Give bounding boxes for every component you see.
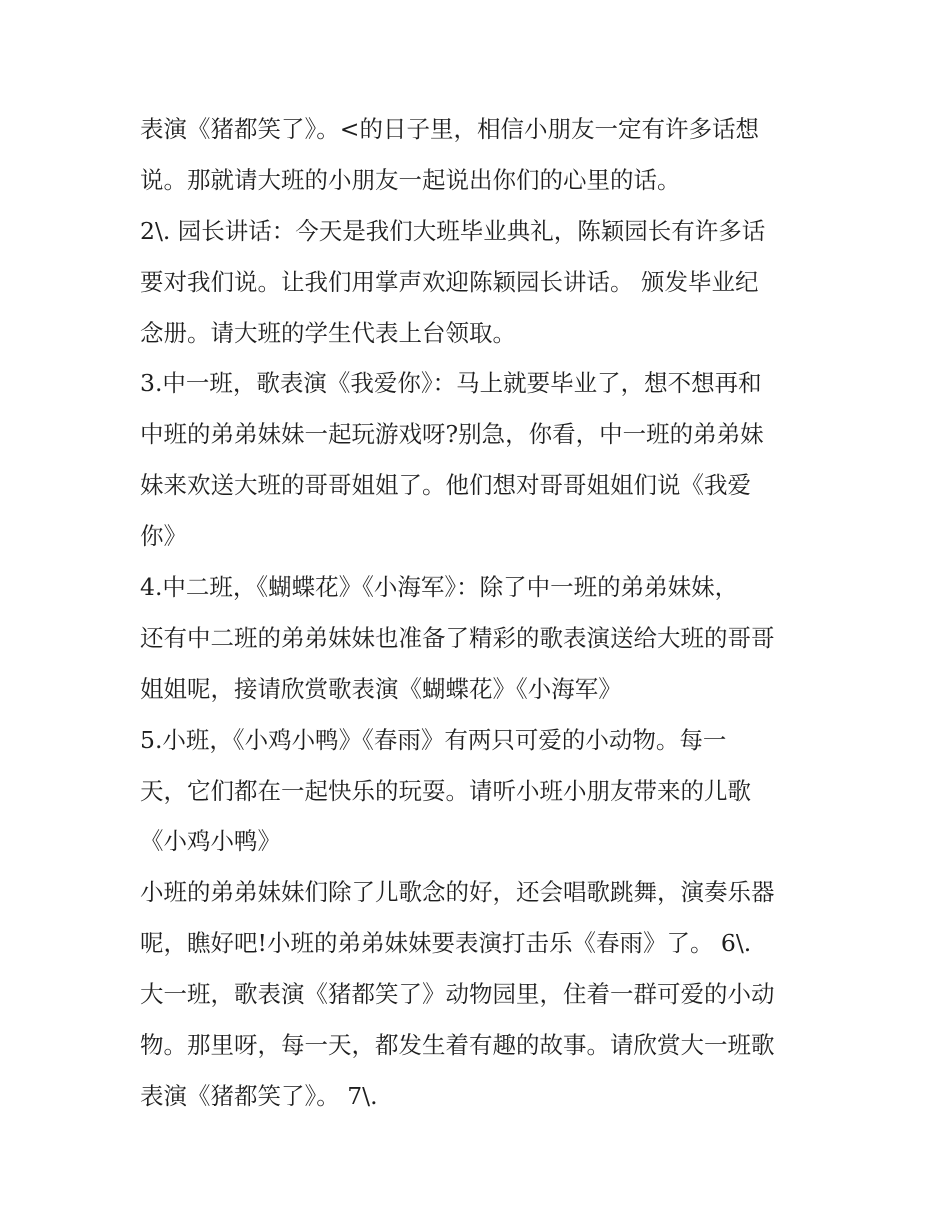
- text-line: 还有中二班的弟弟妹妹也准备了精彩的歌表演送给大班的哥哥: [140, 623, 775, 652]
- text-line: 要对我们说。让我们用掌声欢迎陈颖园长讲话。 颁发毕业纪: [140, 267, 759, 296]
- text-line: 大一班，歌表演《猪都笑了》动物园里，住着一群可爱的小动: [140, 980, 775, 1009]
- text-line: 天，它们都在一起快乐的玩耍。请听小班小朋友带来的儿歌: [140, 776, 751, 805]
- text-line: 表演《猪都笑了》。 7\.: [140, 1081, 378, 1110]
- text-line: 4.中二班，《蝴蝶花》《小海军》：除了中一班的弟弟妹妹，: [140, 573, 739, 602]
- text-line: 说。那就请大班的小朋友一起说出你们的心里的话。: [140, 165, 681, 194]
- text-line: 念册。请大班的学生代表上台领取。: [140, 318, 516, 347]
- text-line: 姐姐呢，接请欣赏歌表演《蝴蝶花》《小海军》: [140, 674, 622, 703]
- text-line: 《小鸡小鸭》: [140, 827, 281, 856]
- text-line: 物。那里呀，每一天，都发生着有趣的故事。请欣赏大一班歌: [140, 1031, 775, 1060]
- text-line: 3.中一班，歌表演《我爱你》：马上就要毕业了，想不想再和: [140, 369, 762, 398]
- text-line: 表演《猪都笑了》。<的日子里，相信小朋友一定有许多话想: [140, 115, 759, 143]
- text-line: 呢，瞧好吧!小班的弟弟妹妹要表演打击乐《春雨》了。 6\.: [140, 929, 752, 958]
- text-line: 2\. 园长讲话：今天是我们大班毕业典礼，陈颖园长有许多话: [140, 216, 766, 245]
- text-line: 小班的弟弟妹妹们除了儿歌念的好，还会唱歌跳舞，演奏乐器: [140, 878, 775, 907]
- text-line: 中班的弟弟妹妹一起玩游戏呀?别急，你看，中一班的弟弟妹: [140, 420, 764, 449]
- text-line: 你》: [140, 522, 187, 551]
- text-line: 妹来欢送大班的哥哥姐姐了。他们想对哥哥姐姐们说《我爱: [140, 471, 751, 500]
- document-body: [140, 104, 830, 1122]
- text-line: 5.小班，《小鸡小鸭》《春雨》有两只可爱的小动物。每一: [140, 725, 727, 754]
